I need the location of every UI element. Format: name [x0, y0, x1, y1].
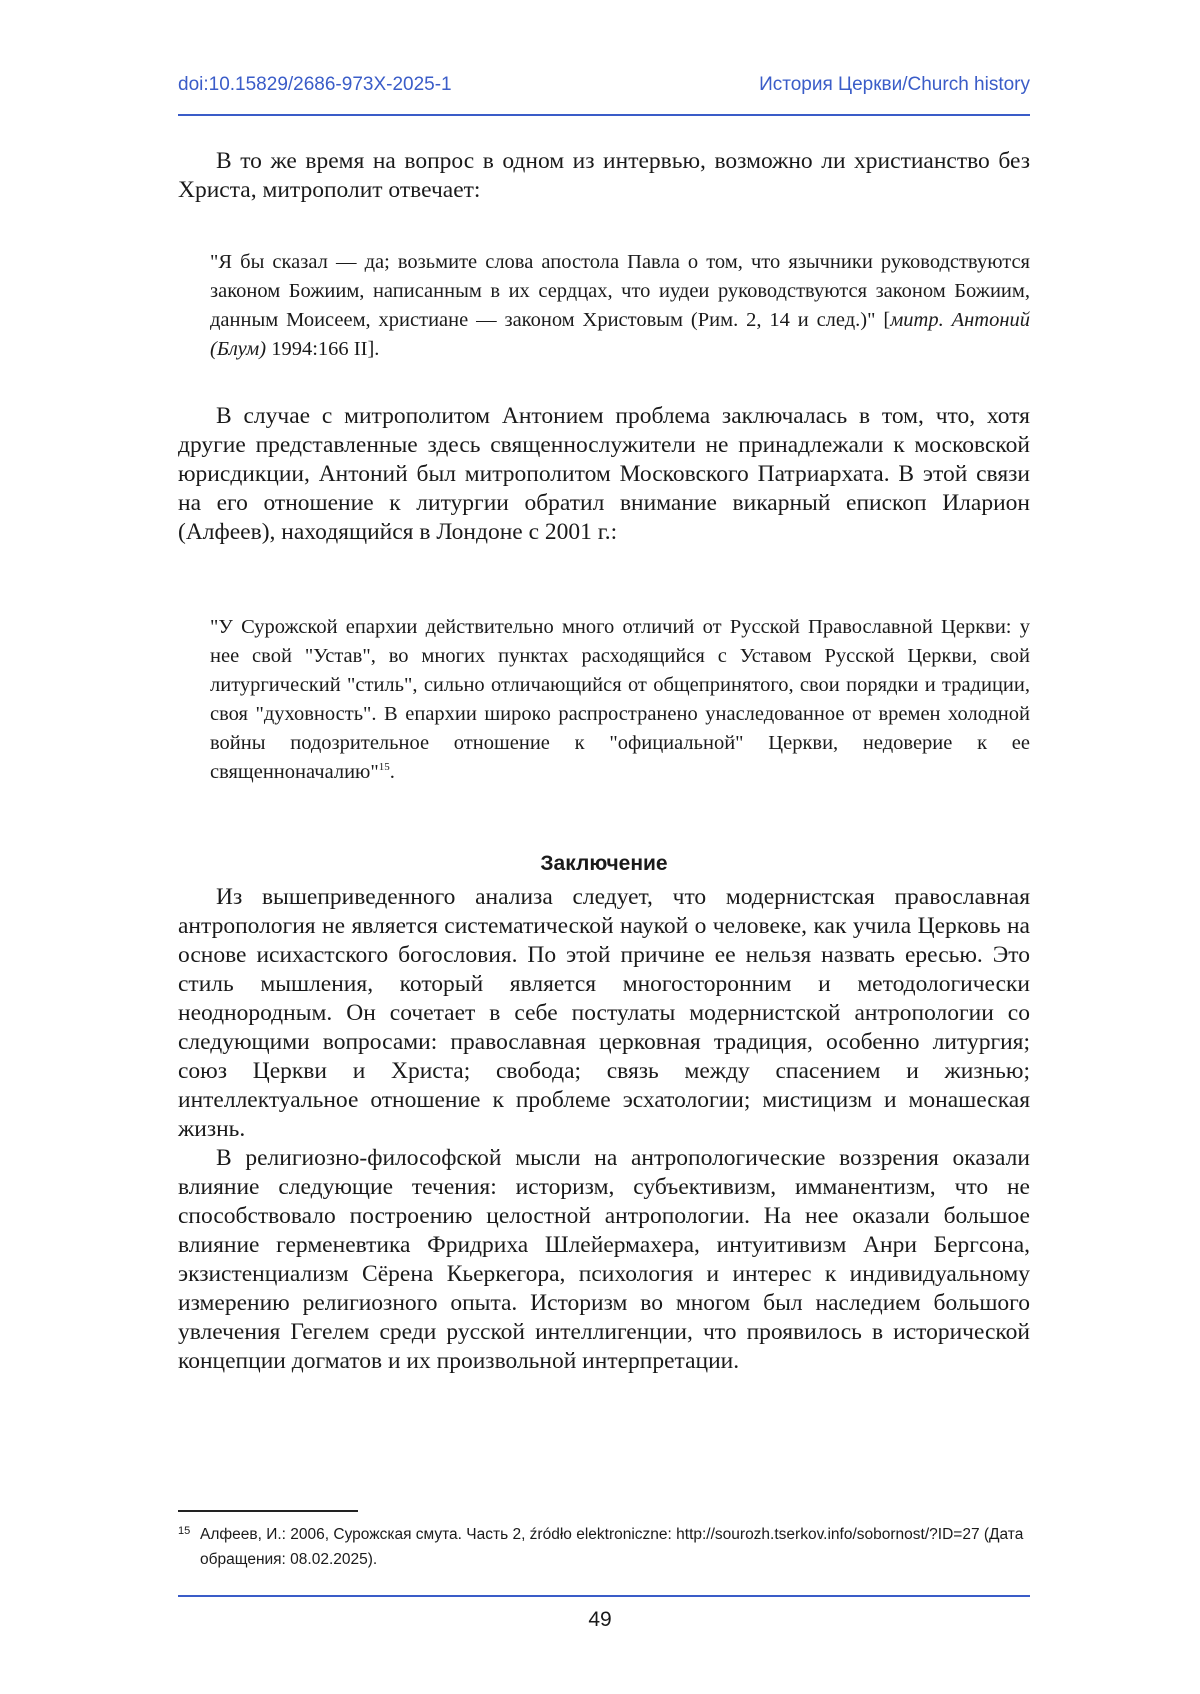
conclusion-text	[178, 883, 1030, 1376]
conclusion-paragraph-2: В религиозно-философской мысли на антропологические воззрения оказали влияние следующие течения: историзм, субъективизм, имманентизм, что не способствовало построению целостной антропологии. На нее оказали большое влияние герменевтика Фридриха Шлейермахера, интуитивизм Анри Бергсона, экзистенциализм Сёрена Кьеркегора, психология и интерес к индивидуальному измерению религиозного опыта. Историзм во многом был наследием большого увлечения Гегелем среди русской интеллигенции, что проявилось в исторической концепции догматов и их произвольной интерпретации.	[178, 1145, 1030, 1374]
footnote-rule	[178, 1510, 358, 1512]
doi-link[interactable]: doi:10.15829/2686-973X-2025-1	[178, 74, 452, 95]
footnote-number: 15	[178, 1525, 191, 1537]
conclusion-paragraph-1: Из вышеприведенного анализа следует, что модернистская православная антропология не является систематической наукой о человеке, как учила Церковь на основе исихастского богословия. По этой причине ее нельзя назвать ересью. Это стиль мышления, который является многосторонним и методологически неоднородным. Он сочетает в себе постулаты модернистской антропологии со следующими вопросами: православная церковная традиция, особенно литургия; союз Церкви и Христа; свобода; связь между спасением и жизнью; интеллектуальное отношение к проблеме эсхатологии; мистицизм и монашеская жизнь.	[178, 884, 1030, 1142]
conclusion-heading: Заключение	[540, 852, 668, 875]
footnote-15	[178, 1522, 1030, 1572]
quote-1-cite-author: митр. Антоний (Блум)	[210, 309, 1030, 360]
quote-1	[210, 248, 1030, 364]
footnote-text: Алфеев, И.: 2006, Сурожская смута. Часть 2, źródło elektroniczne: http://sourozh.tserkov.info/sobornost/?ID=27 (Дата обращения: 08.02.2025).	[200, 1526, 1024, 1568]
paragraph-2: В случае с митрополитом Антонием проблема заключалась в том, что, хотя другие представленные здесь священнослужители не принадлежали к московской юрисдикции, Антоний был митрополитом Московского Патриархата. В этой связи на его отношение к литургии обратил внимание викарный епископ Иларион (Алфеев), находящийся в Лондоне с 2001 г.:	[178, 403, 1030, 545]
footnote-ref-15[interactable]: 15	[378, 761, 390, 774]
quote-1-text: "Я бы сказал — да; возьмите слова апостола Павла о том, что язычники руководствуются законом Божиим, написанным в их сердцах, что иудеи руководствуются законом Божиим, данным Моисеем, христиане — законом Христовым (Рим. 2, 14 и след.)" [	[210, 251, 1030, 331]
intro-paragraph-block	[178, 147, 1030, 205]
section-title: История Церкви/Church history	[759, 74, 1030, 95]
header-rule	[178, 114, 1030, 116]
quote-block-2	[210, 613, 1030, 787]
quote-2	[210, 613, 1030, 787]
footer-rule	[178, 1595, 1030, 1597]
quote-2-text: "У Сурожской епархии действительно много отличий от Русской Православной Церкви: у нее свой "Устав", во многих пунктах расходящийся с Уставом Русской Церкви, свой литургический "стиль", сильно отличающийся от общепринятого, свои порядки и традиции, своя "духовность". В епархии широко распространено унаследованное от времен холодной войны подозрительное отношение к "официальной" Церкви, недоверие к ее священноначалию"	[210, 616, 1030, 783]
running-header	[178, 74, 1030, 104]
page-number: 49	[588, 1608, 612, 1631]
intro-paragraph: В то же время на вопрос в одном из интервью, возможно ли христианство без Христа, митрополит отвечает:	[178, 148, 1030, 203]
paragraph-2-block	[178, 402, 1030, 547]
quote-1-cite-rest: 1994:166 II].	[266, 338, 380, 360]
quote-2-end: .	[389, 761, 395, 783]
quote-block-1	[210, 248, 1030, 364]
